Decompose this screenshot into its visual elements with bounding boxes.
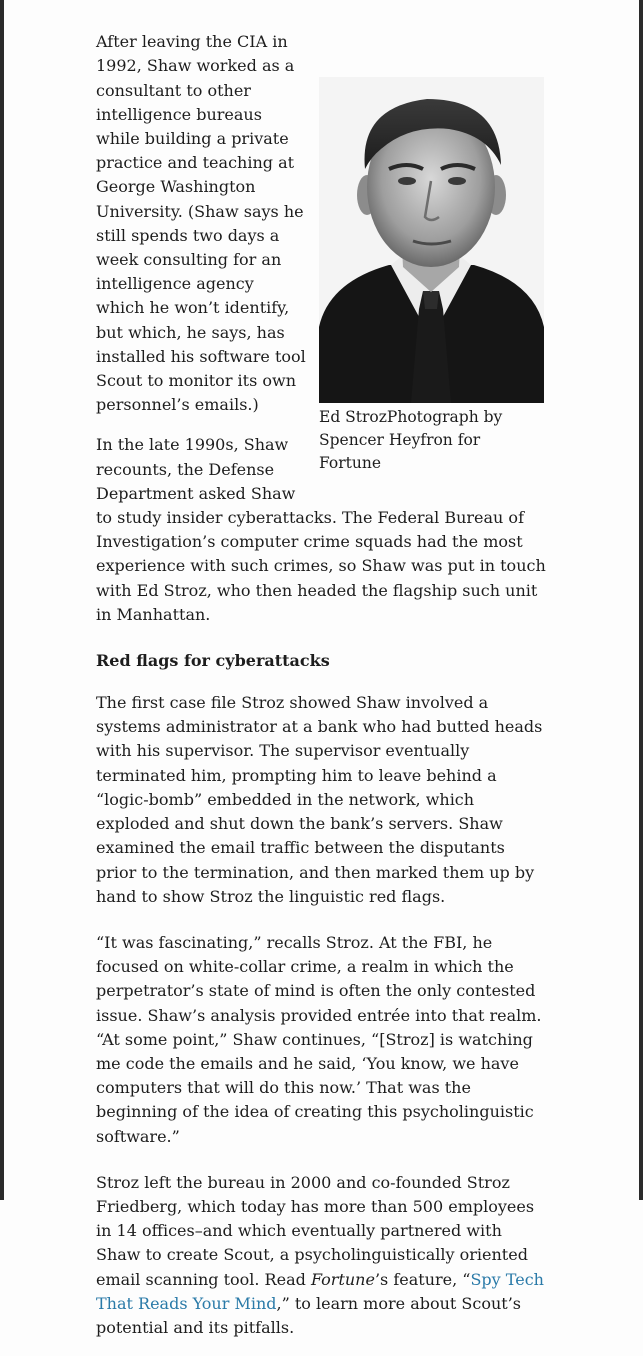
photo-figure xyxy=(319,77,546,475)
article-body xyxy=(96,0,546,1356)
p5-end-text: ,” to learn more about Scout’s potential and its pitfalls. xyxy=(96,1293,522,1337)
paragraph-stroz-friedberg xyxy=(96,1171,546,1340)
p5-start-text: Stroz left the bureau in 2000 and co-founded Stroz Friedberg, which today has more than 500 employees in 14 offices–and which eventually partnered with Shaw to create Scout, a psycholinguistically oriented email scanning tool. Read xyxy=(96,1172,535,1289)
paragraph-fascinating: “It was fascinating,” recalls Stroz. At the FBI, he focused on white-collar crime, a realm in which the perpetrator’s state of mind is often the only contested issue. Shaw’s analysis provided entrée into that realm. “At some point,” Shaw continues, “[Stroz] is watching me code the emails and he said, ‘You know, we have computers that will do this now.’ That was the beginning of the idea of creating this psycholinguistic software.” xyxy=(96,932,542,1146)
p5-mid-text: ’s feature, “ xyxy=(374,1269,471,1289)
right-edge-bar xyxy=(639,0,643,1200)
section-heading: Red flags for cyberattacks xyxy=(96,651,330,671)
fortune-italic: Fortune xyxy=(310,1269,375,1289)
paragraph-cia: After leaving the CIA in 1992, Shaw worked as a consultant to other intelligence bureaus while building a private practice and teaching at George Washington University. (Shaw says he still spends two days a week consulting for an intelligence agency which he won’t identify, but which, he says, has installed his software tool Scout to monitor its own personnel’s emails.) xyxy=(96,32,306,415)
spy-tech-article-link[interactable]: Spy Tech That Reads Your Mind xyxy=(96,1269,544,1313)
photo-caption: Ed StrozPhotograph by Spencer Heyfron for Fortune xyxy=(319,408,503,473)
portrait-photo xyxy=(319,77,544,403)
paragraph-defense: In the late 1990s, Shaw recounts, the Defense Department asked Shaw to study insider cyberattacks. The Federal Bureau of Investigation’s computer crime squads had the most experience with such crimes, so Shaw was put in touch with Ed Stroz, who then headed the flagship such unit in Manhattan. xyxy=(96,435,546,624)
top-fragment xyxy=(96,0,546,2)
paragraph-case-file: The first case file Stroz showed Shaw involved a systems administrator at a bank who had butted heads with his supervisor. The supervisor eventually terminated him, prompting him to leave behind a “logic-bomb” embedded in the network, which exploded and shut down the bank’s servers. Shaw examined the email traffic between the disputants prior to the termination, and then marked them up by hand to show Stroz the linguistic red flags. xyxy=(96,693,543,906)
left-edge-bar xyxy=(0,0,4,1200)
